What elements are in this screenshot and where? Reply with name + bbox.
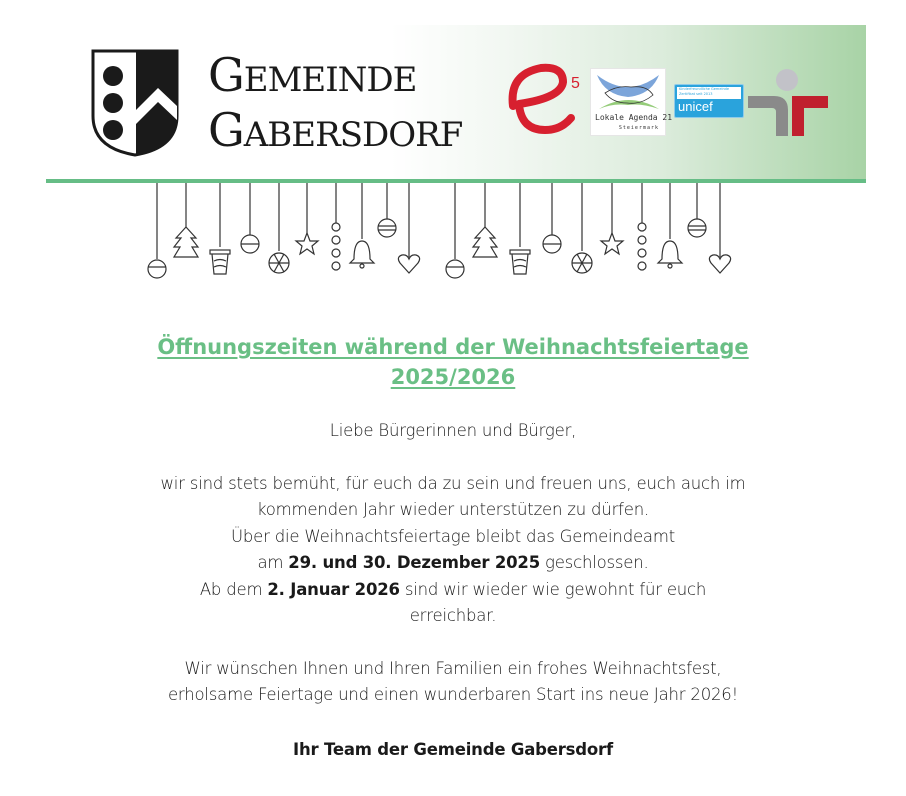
- org-name: [208, 50, 462, 160]
- bell-ball-ornament-icon: [148, 183, 166, 278]
- agenda-sub: Steiermark: [618, 125, 659, 131]
- coat-of-arms-icon: [90, 48, 180, 158]
- notice-title-line2: 2025/2026: [390, 365, 516, 389]
- star-ornament-icon: [296, 183, 318, 254]
- bead-chain-ornament-icon: [638, 183, 646, 270]
- bauble-ornament-icon: [543, 183, 561, 253]
- christmas-ornaments-garland: [130, 183, 750, 283]
- reopen-date: 2. Januar 2026: [267, 579, 400, 599]
- org-name-line2: GABERSDORF: [208, 103, 463, 157]
- svg-text:5: 5: [571, 75, 580, 92]
- lokale-agenda-21-logo: [590, 68, 673, 136]
- notice-content: [60, 332, 846, 763]
- bell-ornament-icon: [350, 183, 374, 268]
- agenda-label: Lokale Agenda 21: [595, 113, 673, 122]
- bauble-striped-ornament-icon: [688, 183, 706, 237]
- holiday-wishes: Wir wünschen Ihnen und Ihren Familien ein frohes Weihnachtsfest, erholsame Feiertage und einen wunderbaren Start ins neue Jahr 2026!: [167, 658, 739, 704]
- agenda-map-icon: [591, 69, 665, 113]
- e5-logo-icon: [505, 60, 585, 140]
- bauble-striped-ornament-icon: [378, 183, 396, 237]
- tr-logo-icon: [748, 66, 828, 136]
- signature: Ihr Team der Gemeinde Gabersdorf: [293, 739, 613, 759]
- unicef-top-text: Kinderfreundliche Gemeinde Zertifikat seit 2013: [677, 87, 741, 99]
- unicef-logo: [674, 84, 744, 118]
- bauble-ornament-icon: [241, 183, 259, 253]
- notice-title-line1: Öffnungszeiten während der Weihnachtsfeiertage: [157, 335, 749, 359]
- bell-ornament-icon: [658, 183, 682, 268]
- notice-body: wir sind stets bemüht, für euch da zu sein und freuen uns, euch auch im kommenden Jahr wieder unterstützen zu dürfen. Über die Weihnachtsfeiertage bleibt das Gemeindeamt am 29. und 30. Dezember 2025 geschlossen. Ab dem 2. Januar 2026 sind wir wieder wie gewohnt für euch erreichbar.: [160, 473, 746, 625]
- gift-ornament-icon: [510, 183, 530, 274]
- bead-chain-ornament-icon: [332, 183, 340, 270]
- gift-ornament-icon: [210, 183, 230, 274]
- snowflake-ornament-icon: [269, 183, 289, 273]
- closed-dates: 29. und 30. Dezember 2025: [288, 553, 540, 572]
- tree-ornament-icon: [473, 183, 497, 257]
- tree-ornament-icon: [174, 183, 198, 257]
- heart-ornament-icon: [398, 183, 419, 273]
- snowflake-ornament-icon: [572, 183, 592, 273]
- unicef-word: unicef: [678, 99, 713, 114]
- heart-ornament-icon: [709, 183, 730, 273]
- star-ornament-icon: [601, 183, 623, 254]
- bell-ball-ornament-icon: [446, 183, 464, 278]
- org-name-line1: GEMEINDE: [208, 48, 417, 102]
- notice-title: [60, 332, 846, 392]
- greeting: Liebe Bürgerinnen und Bürger,: [329, 421, 577, 440]
